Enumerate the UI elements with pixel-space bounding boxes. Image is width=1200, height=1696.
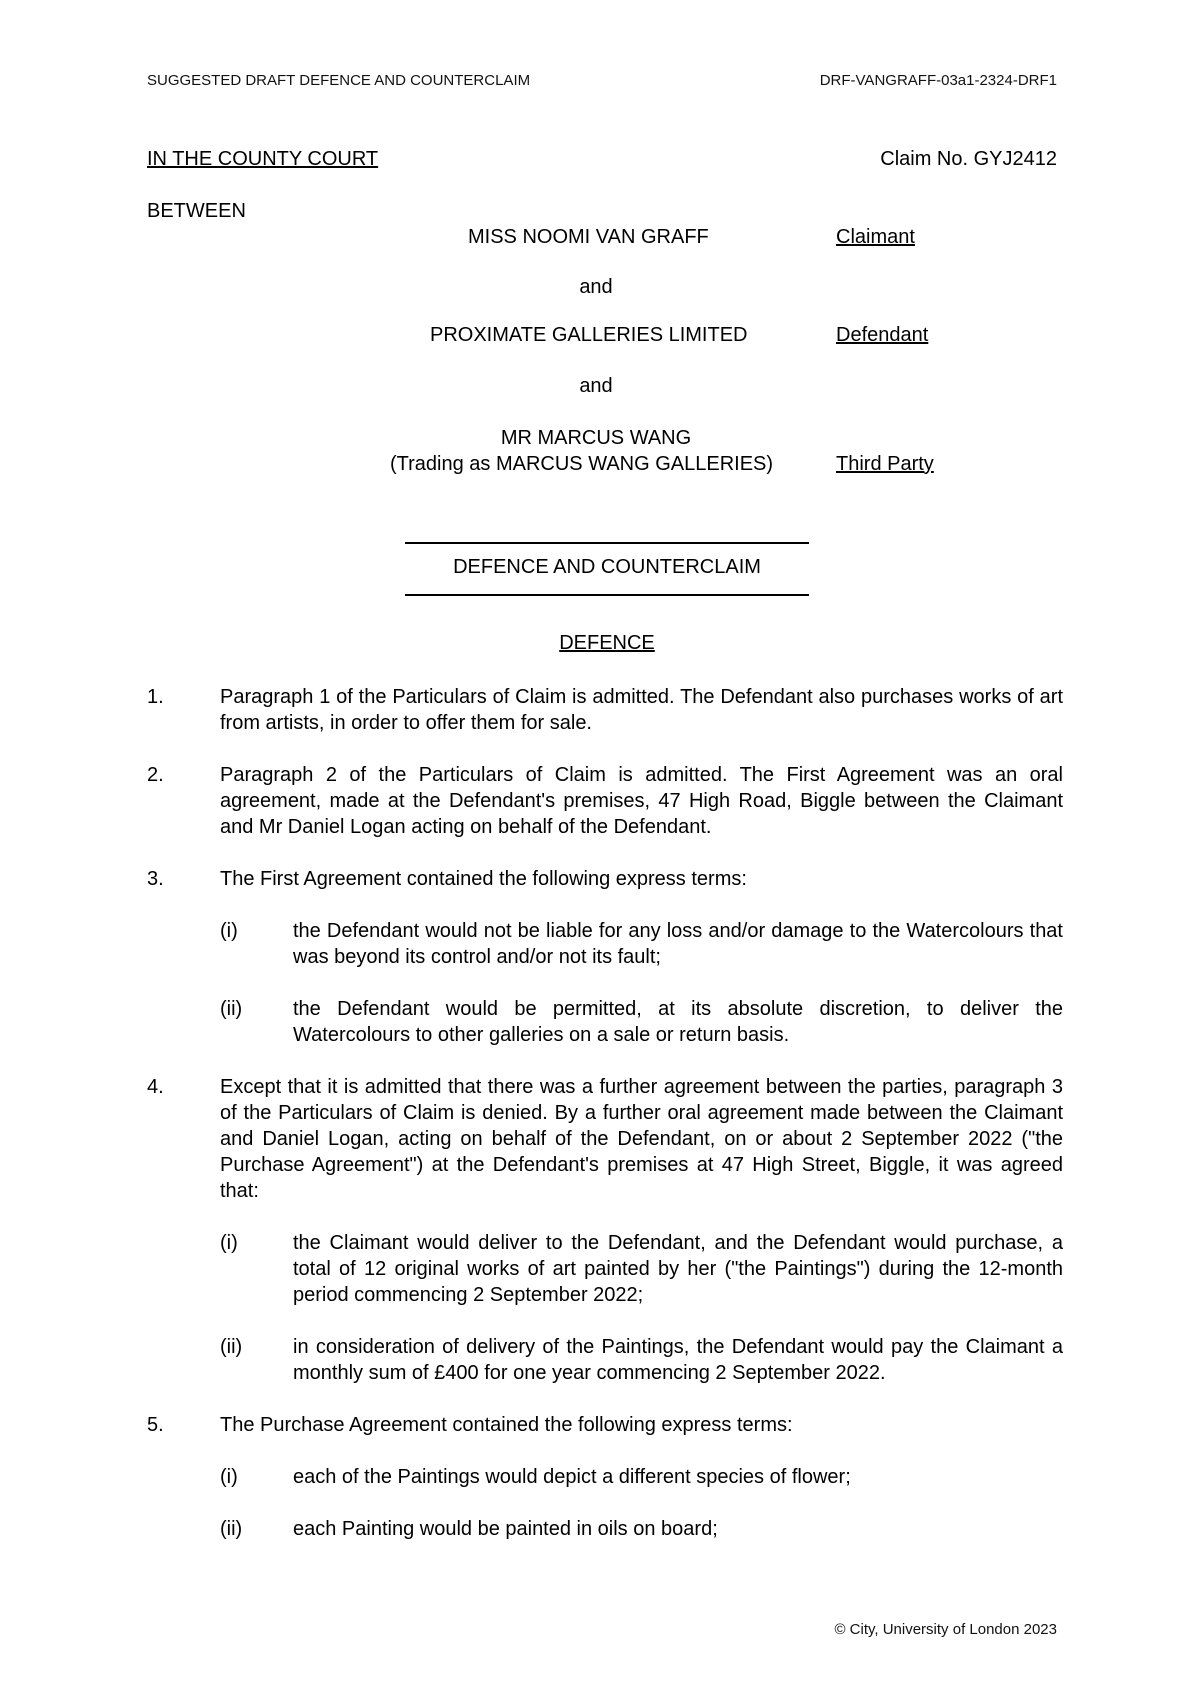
paragraph-number: 2. (147, 764, 164, 786)
sub-paragraph-number: (ii) (220, 998, 243, 1020)
sub-paragraph-text: each of the Paintings would depict a different species of flower; (293, 1466, 851, 1488)
section-heading: DEFENCE (559, 632, 655, 654)
numbered-paragraph (147, 762, 1063, 840)
paragraph-text: Paragraph 1 of the Particulars of Claim is admitted. The Defendant also purchases works of art from artists, in order to offer them for sale. (220, 686, 1063, 734)
defendant-name: PROXIMATE GALLERIES LIMITED (430, 324, 748, 346)
defendant-role: Defendant (836, 324, 929, 346)
sub-paragraph (220, 918, 1063, 970)
paragraph-number: 4. (147, 1076, 164, 1098)
sub-paragraph (220, 1516, 1063, 1542)
sub-paragraph-number: (ii) (220, 1518, 243, 1540)
third-party-trading-name: (Trading as MARCUS WANG GALLERIES) (390, 453, 774, 475)
claim-number: Claim No. GYJ2412 (880, 148, 1057, 170)
document-title: DEFENCE AND COUNTERCLAIM (453, 556, 761, 578)
sub-paragraph-text: in consideration of delivery of the Paintings, the Defendant would pay the Claimant a monthly sum of £400 for one year commencing 2 September 2022. (293, 1336, 1063, 1384)
sub-paragraph-text: the Defendant would be permitted, at its absolute discretion, to deliver the Watercolours to other galleries on a sale or return basis. (293, 998, 1063, 1046)
sub-paragraph-number: (i) (220, 1466, 238, 1488)
title-rule-bottom (405, 594, 809, 596)
title-rule-top (405, 542, 809, 544)
copyright-footer: © City, University of London 2023 (834, 1621, 1057, 1638)
paragraph-number: 3. (147, 868, 164, 890)
sub-paragraph-number: (i) (220, 1232, 238, 1254)
sub-paragraph-number: (i) (220, 920, 238, 942)
sub-paragraph (220, 1464, 1063, 1490)
sub-paragraph (220, 1230, 1063, 1308)
court-name: IN THE COUNTY COURT (147, 148, 379, 170)
third-party-name: MR MARCUS WANG (500, 427, 692, 449)
paragraph-text: Paragraph 2 of the Particulars of Claim is admitted. The First Agreement was an oral agreement, made at the Defendant's premises, 47 High Road, Biggle between the Claimant and Mr Daniel Logan acting on behalf of the Defendant. (220, 764, 1063, 838)
and-separator: and (579, 375, 613, 397)
paragraph-text: The Purchase Agreement contained the following express terms: (220, 1414, 793, 1436)
running-header-title: SUGGESTED DRAFT DEFENCE AND COUNTERCLAIM (147, 72, 531, 89)
numbered-paragraph (147, 866, 1063, 892)
numbered-paragraph (147, 684, 1063, 736)
between-label: BETWEEN (147, 200, 246, 222)
sub-paragraph (220, 996, 1063, 1048)
running-header-reference: DRF-VANGRAFF-03a1-2324-DRF1 (819, 72, 1057, 89)
sub-paragraph-text: the Defendant would not be liable for any loss and/or damage to the Watercolours that was beyond its control and/or not its fault; (293, 920, 1063, 968)
paragraph-text: The First Agreement contained the following express terms: (220, 868, 747, 890)
paragraph-number: 1. (147, 686, 164, 708)
numbered-paragraph (147, 1412, 1063, 1438)
sub-paragraph-text: each Painting would be painted in oils on board; (293, 1518, 718, 1540)
sub-paragraph-text: the Claimant would deliver to the Defendant, and the Defendant would purchase, a total of 12 original works of art painted by her ("the Paintings") during the 12-month period commencing 2 September 2022; (293, 1232, 1063, 1306)
third-party-role: Third Party (836, 453, 934, 475)
sub-paragraph-number: (ii) (220, 1336, 243, 1358)
sub-paragraph (220, 1334, 1063, 1386)
and-separator: and (579, 276, 613, 298)
claimant-role: Claimant (836, 226, 915, 248)
paragraph-number: 5. (147, 1414, 164, 1436)
claimant-name: MISS NOOMI VAN GRAFF (468, 226, 709, 248)
paragraph-text: Except that it is admitted that there was a further agreement between the parties, paragraph 3 of the Particulars of Claim is denied. By a further oral agreement made between the Claimant and Daniel Logan, acting on behalf of the Defendant, on or about 2 September 2022 ("the Purchase Agreement") at the Defendant's premises at 47 High Street, Biggle, it was agreed that: (220, 1076, 1063, 1202)
numbered-paragraph (147, 1074, 1063, 1204)
